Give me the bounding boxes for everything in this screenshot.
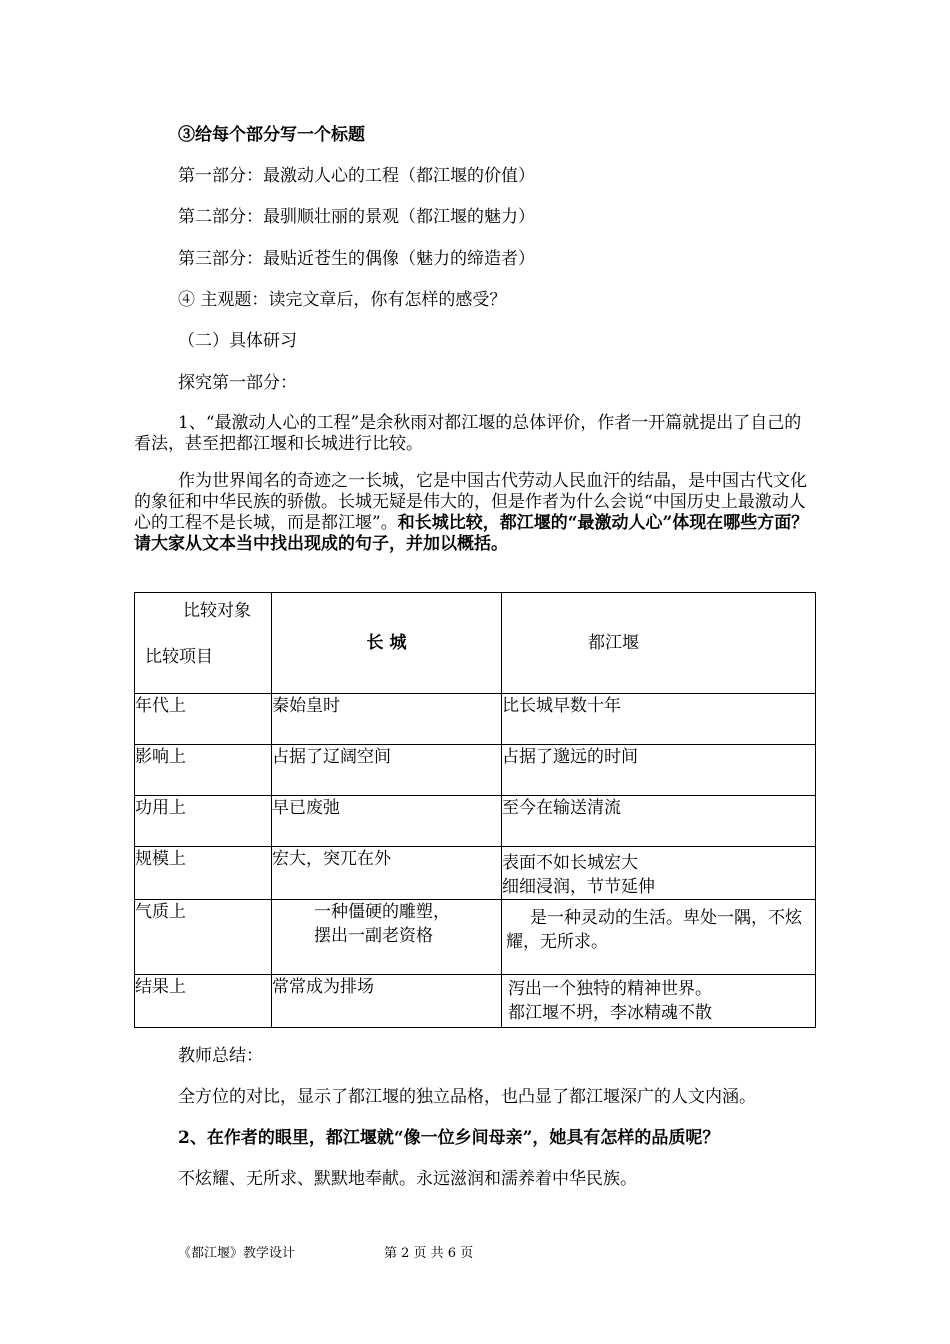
row-wall-line: 占据了辽阔空间 bbox=[272, 747, 391, 767]
header-object-label: 比较对象 bbox=[183, 601, 251, 621]
row-wall bbox=[272, 900, 502, 975]
row-dujiang bbox=[502, 694, 816, 745]
paragraph-2-text: 作为世界闻名的奇迹之一长城，它是中国古代劳动人民血汗的结晶，是中国古代文化的象征和中华民族的骄傲。长城无疑是伟大的，但是作者为什么会说“中国历史上最激动人心的工程不是长城，而是都江堰”。 bbox=[134, 471, 807, 533]
outline-part1: 第一部分：最激动人心的工程（都江堰的价值） bbox=[178, 166, 535, 186]
row-dujiang-line: 是一种灵动的生活。卑处一隅，不炫耀，无所求。 bbox=[506, 908, 802, 952]
paragraph-1: 1、“最激动人心的工程”是余秋雨对都江堰的总体评价，作者一开篇就提出了自己的看法，甚至把都江堰和长城进行比较。 bbox=[134, 413, 802, 454]
row-dujiang-line: 都江堰不坍，李冰精魂不散 bbox=[508, 1003, 712, 1023]
row-wall bbox=[272, 796, 502, 847]
row-dujiang-line: 比长城早数十年 bbox=[502, 696, 621, 716]
row-wall bbox=[272, 847, 502, 900]
row-dujiang-line: 细细浸润，节节延伸 bbox=[502, 877, 655, 897]
row-dujiang bbox=[502, 796, 816, 847]
outline-part2: 第二部分：最驯顺壮丽的景观（都江堰的魅力） bbox=[178, 207, 535, 227]
footer-doc-title: 《都江堰》教学设计 bbox=[178, 1246, 296, 1261]
outline-item4: ④ 主观题：读完文章后，你有怎样的感受？ bbox=[178, 290, 507, 310]
row-dujiang-line: 至今在输送清流 bbox=[502, 798, 621, 818]
row-dujiang-line: 表面不如长城宏大 bbox=[502, 853, 638, 873]
row-dujiang bbox=[502, 847, 816, 900]
question-2: 2、在作者的眼里，都江堰就“像一位乡间母亲”，她具有怎样的品质呢？ bbox=[178, 1128, 720, 1148]
row-item: 影响上 bbox=[135, 745, 272, 796]
row-item: 年代上 bbox=[135, 694, 272, 745]
outline-item3-title: ③给每个部分写一个标题 bbox=[178, 125, 365, 145]
row-item: 规模上 bbox=[135, 847, 272, 900]
row-wall bbox=[272, 975, 502, 1028]
header-dujiangyan bbox=[502, 593, 816, 694]
paragraph-2-question: 和长城比较，都江堰的“最激动人心”体现在哪些方面？请大家从文本当中找出现成的句子，并加以概括。 bbox=[134, 513, 809, 554]
row-dujiang bbox=[502, 900, 816, 975]
header-great-wall bbox=[272, 593, 502, 694]
row-dujiang bbox=[502, 745, 816, 796]
comparison-table bbox=[134, 592, 816, 1028]
row-wall-line: 宏大，突兀在外 bbox=[272, 849, 391, 869]
header-item-label: 比较项目 bbox=[145, 647, 213, 667]
row-dujiang-line: 占据了邈远的时间 bbox=[502, 747, 638, 767]
table-row bbox=[135, 900, 816, 975]
row-wall-line: 摆出一副老资格 bbox=[314, 926, 433, 946]
row-item: 结果上 bbox=[135, 975, 272, 1028]
table-row bbox=[135, 745, 816, 796]
row-wall-line: 一种僵硬的雕塑， bbox=[314, 902, 450, 922]
explore-label: 探究第一部分： bbox=[178, 373, 297, 393]
row-dujiang-line: 泻出一个独特的精神世界。 bbox=[508, 979, 712, 999]
row-wall bbox=[272, 694, 502, 745]
summary-label: 教师总结： bbox=[178, 1046, 263, 1066]
row-dujiang bbox=[502, 975, 816, 1028]
table-row bbox=[135, 847, 816, 900]
row-item: 功用上 bbox=[135, 796, 272, 847]
paragraph-2 bbox=[134, 471, 816, 555]
footer-page-info: 第 2 页 共 6 页 bbox=[384, 1246, 474, 1261]
header-corner-cell bbox=[135, 593, 272, 694]
table-header-row bbox=[135, 593, 816, 694]
table-row bbox=[135, 796, 816, 847]
row-wall-line: 秦始皇时 bbox=[272, 696, 340, 716]
header-great-wall-label: 长 城 bbox=[366, 633, 407, 653]
header-dujiangyan-label: 都江堰 bbox=[588, 633, 639, 653]
section-heading: （二）具体研习 bbox=[178, 331, 297, 351]
row-wall bbox=[272, 745, 502, 796]
row-wall-line: 常常成为排场 bbox=[272, 977, 374, 997]
outline-part3: 第三部分：最贴近苍生的偶像（魅力的缔造者） bbox=[178, 249, 535, 269]
answer-2: 不炫耀、无所求、默默地奉献。永远滋润和濡养着中华民族。 bbox=[178, 1169, 637, 1189]
table-row bbox=[135, 975, 816, 1028]
row-item: 气质上 bbox=[135, 900, 272, 975]
summary-text: 全方位的对比，显示了都江堰的独立品格，也凸显了都江堰深广的人文内涵。 bbox=[178, 1087, 756, 1107]
table-row bbox=[135, 694, 816, 745]
row-wall-line: 早已废弛 bbox=[272, 798, 340, 818]
